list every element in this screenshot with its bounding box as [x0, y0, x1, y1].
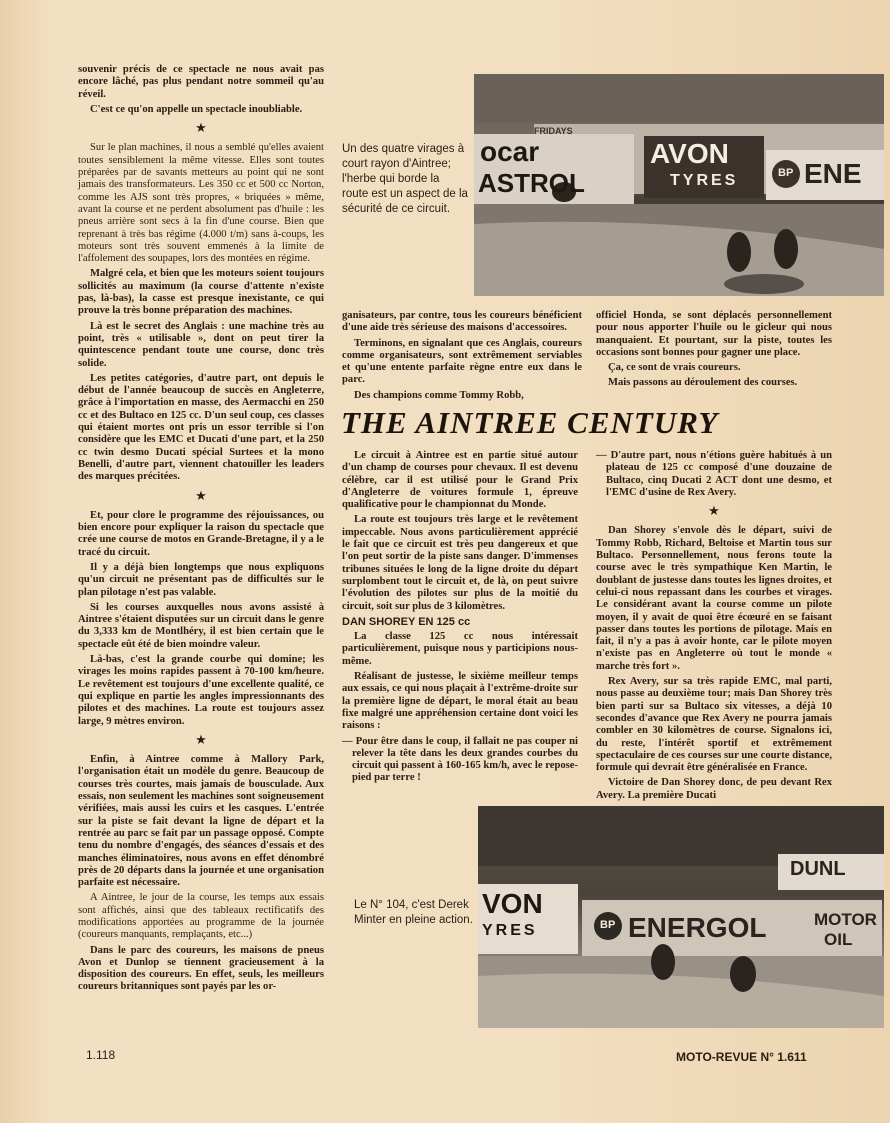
paragraph: A Aintree, le jour de la course, les temps aux essais sont affichés, ainsi que des tableaux rectificatifs des modifications apportées au programme de la journée (coureurs manquants, remplaçants, etc...): [78, 892, 324, 941]
sign-bp-bottom: BP: [600, 919, 616, 931]
page-number: 1.118: [86, 1048, 116, 1062]
paragraph: Et, pour clore le programme des réjouissances, ou bien encore pour expliquer la raison du spectacle que crée une course de motos en Grande-Bretagne, il y a le tracé du circuit.: [78, 509, 324, 558]
paragraph: Ça, ce sont de vrais coureurs.: [608, 362, 741, 374]
paragraph: Il y a déjà bien longtemps que nous expliquons qu'un circuit ne présentant pas de difficultés sur le plan pilotage n'est pas valable.: [78, 561, 324, 598]
paragraph: Enfin, à Aintree comme à Mallory Park, l'organisation était un modèle du genre. Beaucoup de courses très courtes, mais jamais de bousculade. Aux essais, non seulement les machines sont soigneusement vérifiées, mais aussi les cuirs et les casques. L'entrée sur la piste se fait devant la ligne de départ et la rentrée au parc se fait par un passage opposé. Compte tenu du nombre d'engagés, des séances d'essais et des manches éliminatoires, nous avons en effet dénombré près de 20 départs dans la journée et une organisation parfaite est nécessaire.: [78, 754, 324, 889]
star-separator: ★: [708, 503, 720, 519]
paragraph: Le circuit à Aintree est en partie situé autour d'un champ de courses pour chevaux. Il est devenu célèbre, car il est utilisé pour le Grand Prix d'Angleterre de voitures formule 1, épreuve qualificative pour le championnat du Monde.: [342, 450, 578, 511]
sign-castrol-top: ocar: [480, 136, 540, 167]
article-block-mid-right: [596, 310, 832, 393]
sign-tyres-bottom: YRES: [482, 922, 538, 939]
sign-energol-bottom: ENERGOL: [628, 912, 767, 943]
race-photo-top: [474, 74, 884, 296]
article-headline: THE AINTREE CENTURY: [341, 405, 719, 440]
paragraph: Là est le secret des Anglais : une machine très au point, très « utilisable », dont on peut tirer la quintescence pendant toute une course, donc très solide.: [78, 320, 324, 369]
paragraph: Dan Shorey s'envole dès le départ, suivi de Tommy Robb, Richard, Beltoise et Martin tous sur Bultaco. Personnellement, nous ferons toute la course avec le très sympathique Ken Martin, le doublant de justesse dans toutes les lignes droites, et celui-ci nous repassant dans les courbes et virages. Le considérant avant la course comme un pilote moyen, il y avait de quoi être écœuré en se faisant passer dans toutes les portions de pilotage. Mais en fait, il n'y a pas à avoir honte, car le pilote moyen n'existe pas en Angleterre où tout le monde « marche très fort ».: [596, 525, 832, 672]
paragraph: Rex Avery, sur sa très rapide EMC, mal parti, nous passe au deuxième tour; mais Dan Shorey très bien parti sur sa Bultaco six vitesses, a déjà 10 secondes d'avance que Rex Avery ne pourra jamais combler en 30 kilomètres de course. Signalons ici, du reste, l'intérêt sportif et extrêmement spectaculaire de ces courses sur une courte distance, formule qui devrait être généralisée en France.: [596, 676, 832, 774]
paragraph: Mais passons au déroulement des courses.: [608, 377, 798, 389]
paragraph: La classe 125 cc nous intéressait particulièrement, puisque nous y participions nous-même.: [342, 631, 578, 667]
sign-tyres: TYRES: [670, 172, 739, 189]
paragraph: Si les courses auxquelles nous avons assisté à Aintree s'étaient disputées sur un circuit dans le genre du 3,333 km de Montlhéry, il est bien certain que le spectacle eût été de bien moindre valeur.: [78, 601, 324, 650]
star-separator: ★: [195, 731, 207, 747]
paragraph: — D'autre part, nous n'étions guère habitués à un plateau de 125 cc composé d'une douzaine de Bultaco, cinq Ducati 2 ACT dont une desmo, et l'EMC d'usine de Rex Avery.: [596, 450, 832, 498]
paragraph: Les petites catégories, d'autre part, ont depuis le début de l'année beaucoup de succès en Angleterre, grâce à l'importation en masse, des Aermacchi en 250 cc et des Bultaco en 125 cc. D'un seul coup, ces classes qui étaient mortes ont pris un essor terrible si l'on considère que les EMC et Ducati d'une part, et la 250 cc twin desmo Ducati spécial Surtees et la mono Benelli, d'autre part, viennent chatouiller les leaders des marques précitées.: [78, 372, 324, 483]
photo-caption-bottom: Le N° 104, c'est Derek Minter en pleine action.: [354, 899, 473, 926]
paragraph: C'est ce qu'on appelle un spectacle inoubliable.: [90, 103, 303, 115]
sign-avon-bottom: VON: [482, 888, 543, 919]
sign-oil: OIL: [824, 930, 853, 949]
article-column-middle: [342, 450, 578, 788]
paragraph: Terminons, en signalant que ces Anglais, coureurs comme organisateurs, sont extrêmement serviables et qu'une entente parfaite règne entre eux dans le parc.: [342, 337, 582, 386]
article-block-mid-left: [342, 310, 582, 405]
sign-energol-top: ENE: [804, 158, 862, 189]
article-column-right: [596, 450, 832, 805]
article-column-left: [78, 64, 324, 997]
star-separator: ★: [195, 120, 207, 136]
section-subheading: DAN SHOREY EN 125 cc: [342, 615, 471, 628]
paragraph: Victoire de Dan Shorey donc, de peu devant Rex Avery. La première Ducati: [596, 777, 832, 801]
sign-motor: MOTOR: [814, 910, 877, 929]
paragraph: — Pour être dans le coup, il fallait ne pas couper ni relever la tête dans les deux grandes courbes du circuit qui passent à 160-165 km/h, avec le repose-pied par terre !: [342, 735, 578, 784]
sign-dunlop: DUNL: [790, 858, 846, 880]
paragraph: Malgré cela, et bien que les moteurs soient toujours sollicités au maximum (la course d'attente n'existe pas, là-bas), la casse est presque inexistante, ce qui prouve la très bonne préparation des machines.: [78, 268, 324, 317]
paragraph: ganisateurs, par contre, tous les coureurs bénéficient d'une aide très sérieuse des maisons d'accessoires.: [342, 310, 582, 334]
sign-fridays: FRIDAYS: [534, 126, 573, 136]
race-photo-bottom: [478, 806, 884, 1028]
paragraph: officiel Honda, se sont déplacés personnellement pour nous apporter l'huile ou le gicleur qui nous manquaient. Et pourtant, sur la piste, toutes les occasions sont bonnes pour gagner une place.: [596, 310, 832, 358]
paragraph: Sur le plan machines, il nous a semblé qu'elles avaient toutes sensiblement la même vitesse. Elles sont toutes préparées par de savants metteurs au point qui ne sont jamais des transformateurs. Les 350 cc et 500 cc Norton, comme les AJS sont très propres, « briquées » même, avant la course et ne perdent absolument pas d'huile : les pneus arrière sont secs à la fin d'une course. Bien que reprenant à très bas régime (4.000 t/m) sans à-coups, les moteurs sont très souvent emmenés à la limite de l'affolement des soupapes, lors des montées en régime.: [78, 142, 324, 265]
paragraph: La route est toujours très large et le revêtement impeccable. Nous avons particulièrement apprécié le fait que ce circuit est très peu dangereux et que l'on peut sortir de la piste sans danger. D'immenses tribunes situées le long de la ligne droite du départ surplombent tout le circuit et, de là, on peut suivre l'évolution des pilotes sur plus de la moitié du circuit, soit sur plus de 3 kilomètres.: [342, 514, 578, 612]
star-separator: ★: [195, 487, 207, 503]
magazine-issue: MOTO-REVUE N° 1.611: [676, 1050, 807, 1064]
paragraph: Là-bas, c'est la grande courbe qui domine; les virages les moins rapides passent à 70-100 km/heure. Le revêtement est toujours d'une excellente qualité, ce qui explique en partie les angles impressionnants des pilotes et des machines. La route est toujours assez large, 9 mètres environ.: [78, 654, 324, 727]
paragraph: souvenir précis de ce spectacle ne nous avait pas encore lâché, pas plus pendant notre sommeil qu'au réveil.: [78, 64, 324, 100]
paragraph: Dans le parc des coureurs, les maisons de pneus Avon et Dunlop se tiennent gracieusement à la disposition des coureurs. En effet, seuls, les meilleurs coureurs britanniques sont payés par les or-: [78, 944, 324, 993]
paragraph: Réalisant de justesse, le sixième meilleur temps aux essais, ce qui nous plaçait à l'extrême-droite sur la première ligne de départ, le moral était au beau fixe malgré une appréhension certaine dont voici les raisons :: [342, 671, 578, 732]
photo-caption-top: Un des quatre virages à court rayon d'Aintree; l'herbe qui borde la route est un aspect de la sécurité de ce circuit.: [342, 143, 468, 215]
sign-castrol-bottom: ASTROL: [478, 168, 585, 198]
sign-avon: AVON: [650, 138, 729, 169]
paragraph: Des champions comme Tommy Robb,: [354, 389, 524, 401]
sign-bp-top: BP: [778, 167, 794, 179]
